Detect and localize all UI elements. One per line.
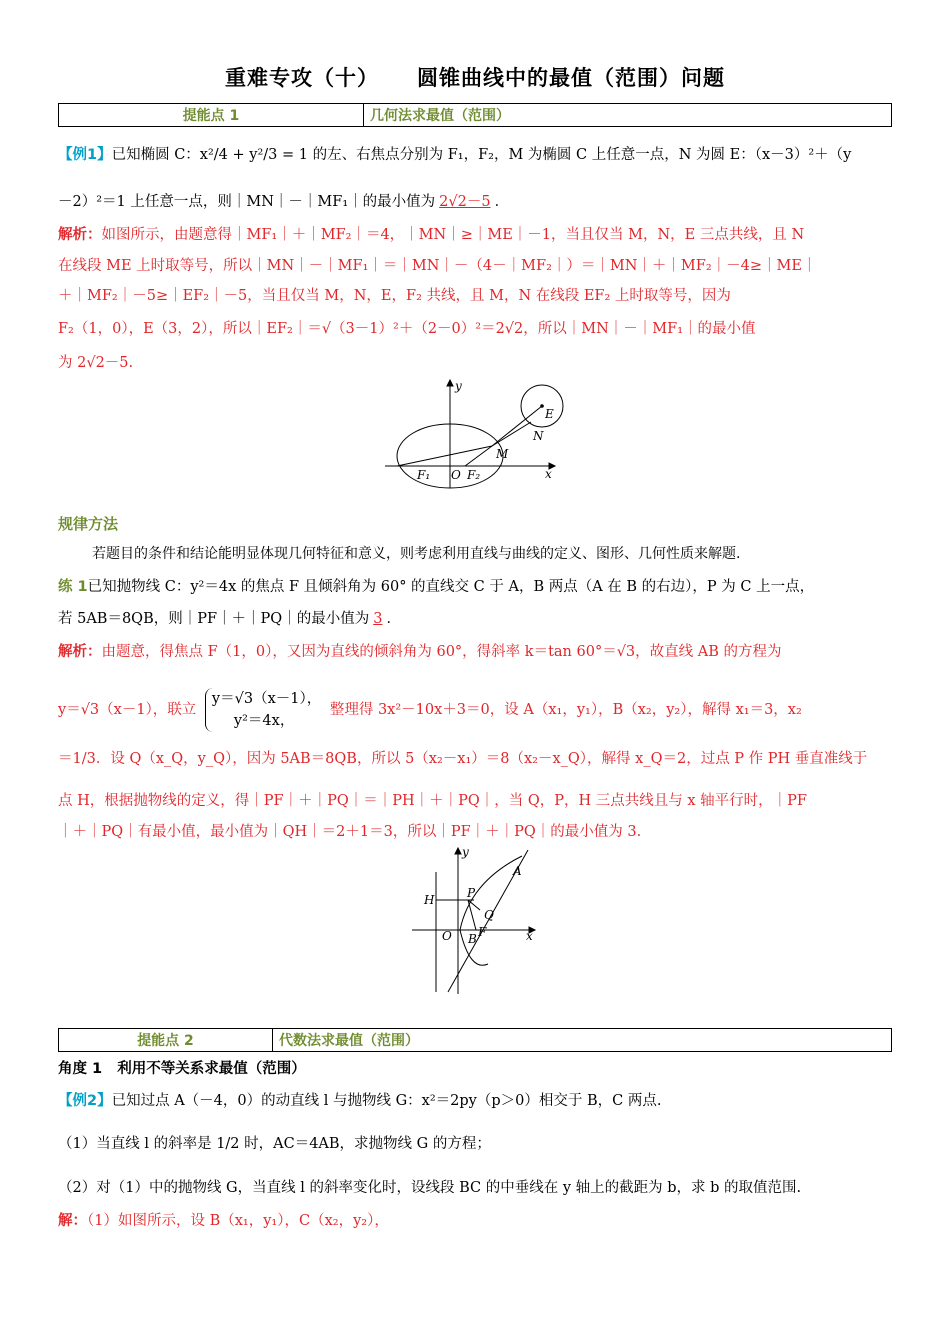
kp1-label: 提能点 1 [59, 104, 364, 127]
solution-1-line-1: 解析：如图所示，由题意得｜MF₁｜＋｜MF₂｜＝4，｜MN｜≥｜ME｜－1，当且仅当 M，N，E 三点共线，且 N [58, 227, 805, 243]
example-2-question-1: （1）当直线 l 的斜率是 1/2 时，AC＝4AB，求抛物线 G 的方程； [58, 1136, 491, 1152]
svg-text:P: P [467, 886, 476, 900]
kp2-name: 代数法求最值（范围） [273, 1029, 892, 1052]
page-title: 重难专攻（十） 圆锥曲线中的最值（范围）问题 [225, 66, 725, 90]
solution-1-line-2: 在线段 ME 上时取等号，所以｜MN｜－｜MF₁｜＝｜MN｜－（4－｜MF₂｜）＝｜MN｜＋｜MF₂｜－4≥｜ME｜ [58, 258, 817, 274]
svg-text:Q: Q [484, 908, 494, 922]
example-1-line-2: －2）²＝1 上任意一点，则｜MN｜－｜MF₁｜的最小值为 2√2－5 ． [58, 194, 510, 210]
point-e [540, 404, 544, 408]
example-2-question-2: （2）对（1）中的抛物线 G，当直线 l 的斜率变化时，设线段 BC 的中垂线在 y 轴上的截距为 b，求 b 的取值范围. [58, 1180, 802, 1196]
svg-text:O: O [451, 468, 461, 482]
exercise-1-line-2: 若 5AB＝8QB，则｜PF｜＋｜PQ｜的最小值为 3 ． [58, 611, 401, 627]
exercise-1-line-1: 练 1已知抛物线 C：y²＝4x 的焦点 F 且倾斜角为 60° 的直线交 C 于 A，B 两点（A 在 B 的右边），P 为 C 上一点， [58, 579, 815, 595]
svg-text:x: x [526, 929, 533, 943]
svg-text:N: N [533, 429, 544, 443]
solution-2-line-4: 点 H，根据抛物线的定义，得｜PF｜＋｜PQ｜＝｜PH｜＋｜PQ｜，当 Q，P，H 三点共线且与 x 轴平行时，｜PF [58, 793, 807, 809]
svg-text:F₂: F₂ [467, 468, 481, 482]
y-axis-arrow-icon [447, 380, 453, 386]
example-1-line-1: 【例1】已知椭圆 C：x²/4 + y²/3 = 1 的左、右焦点分别为 F₁，F₂，M 为椭圆 C 上任意一点，N 为圆 E：（x－3）²＋（y [58, 147, 852, 163]
kp2-label: 提能点 2 [59, 1029, 273, 1052]
method-heading: 规律方法 [58, 515, 119, 533]
solution-2-line-3: ＝1/3．设 Q（x_Q，y_Q），因为 5AB＝8QB，所以 5（x₂－x₁）＝8（x₂－x_Q），解得 x_Q＝2，过点 P 作 PH 垂直准线于 [58, 751, 868, 767]
knowledge-point-1-box [58, 103, 892, 127]
svg-text:B: B [468, 932, 477, 946]
solution-2-line-1: 解析：由题意，得焦点 F（1，0），又因为直线的倾斜角为 60°，得斜率 k＝tan 60°＝√3，故直线 AB 的方程为 [58, 644, 782, 660]
svg-text:A: A [513, 864, 522, 878]
knowledge-point-2-box [58, 1028, 892, 1052]
figure-2-parabola-diagram [410, 842, 545, 997]
svg-text:y: y [462, 845, 469, 859]
exercise-1-answer: 3 [373, 611, 383, 627]
svg-text:F: F [478, 925, 487, 939]
equation-system: y＝√3（x－1）， y²＝4x， [205, 688, 321, 732]
figure-1-ellipse-diagram [385, 376, 570, 491]
solution-2-line-5: ｜＋｜PQ｜有最小值，最小值为｜QH｜＝2＋1＝3，所以｜PF｜＋｜PQ｜的最小值为 3. [58, 824, 642, 840]
y-axis-arrow-icon [455, 848, 461, 854]
solution-1-line-5: 为 2√2－5. [58, 355, 134, 371]
svg-text:F₁: F₁ [417, 468, 431, 482]
segment-m-n [492, 422, 531, 446]
method-text: 若题目的条件和结论能明显体现几何特征和意义，则考虑利用直线与曲线的定义、图形、几何性质来解题. [92, 546, 741, 562]
example-2-solution-start: 解：（1）如图所示，设 B（x₁，y₁），C（x₂，y₂）， [58, 1213, 389, 1229]
svg-text:H: H [424, 893, 435, 907]
kp1-name: 几何法求最值（范围） [364, 104, 892, 127]
svg-text:y: y [455, 379, 462, 393]
solution-2-line-2: y＝√3（x－1），联立 y＝√3（x－1）， y²＝4x， 整理得 3x²－10x＋3＝0，设 A（x₁，y₁），B（x₂，y₂），解得 x₁＝3，x₂ [58, 688, 802, 732]
example-1-answer: 2√2－5 [439, 194, 491, 210]
svg-text:O: O [442, 929, 452, 943]
solution-1-line-4: F₂（1，0），E（3，2），所以｜EF₂｜＝√（3－1）²＋（2－0）²＝2√2，所以｜MN｜－｜MF₁｜的最小值 [58, 321, 756, 337]
svg-text:E: E [545, 407, 554, 421]
solution-1-line-3: ＋｜MF₂｜－5≥｜EF₂｜－5，当且仅当 M，N，E，F₂ 共线，且 M，N 在线段 EF₂ 上时取等号，因为 [58, 288, 731, 304]
angle-1-heading: 角度 1 利用不等关系求最值（范围） [58, 1061, 306, 1077]
example-2-line-1: 【例2】已知过点 A（－4，0）的动直线 l 与抛物线 G：x²＝2py（p＞0）相交于 B，C 两点. [58, 1093, 662, 1109]
svg-text:M: M [496, 447, 509, 461]
segment-p-f [468, 900, 476, 930]
svg-text:x: x [545, 467, 552, 481]
